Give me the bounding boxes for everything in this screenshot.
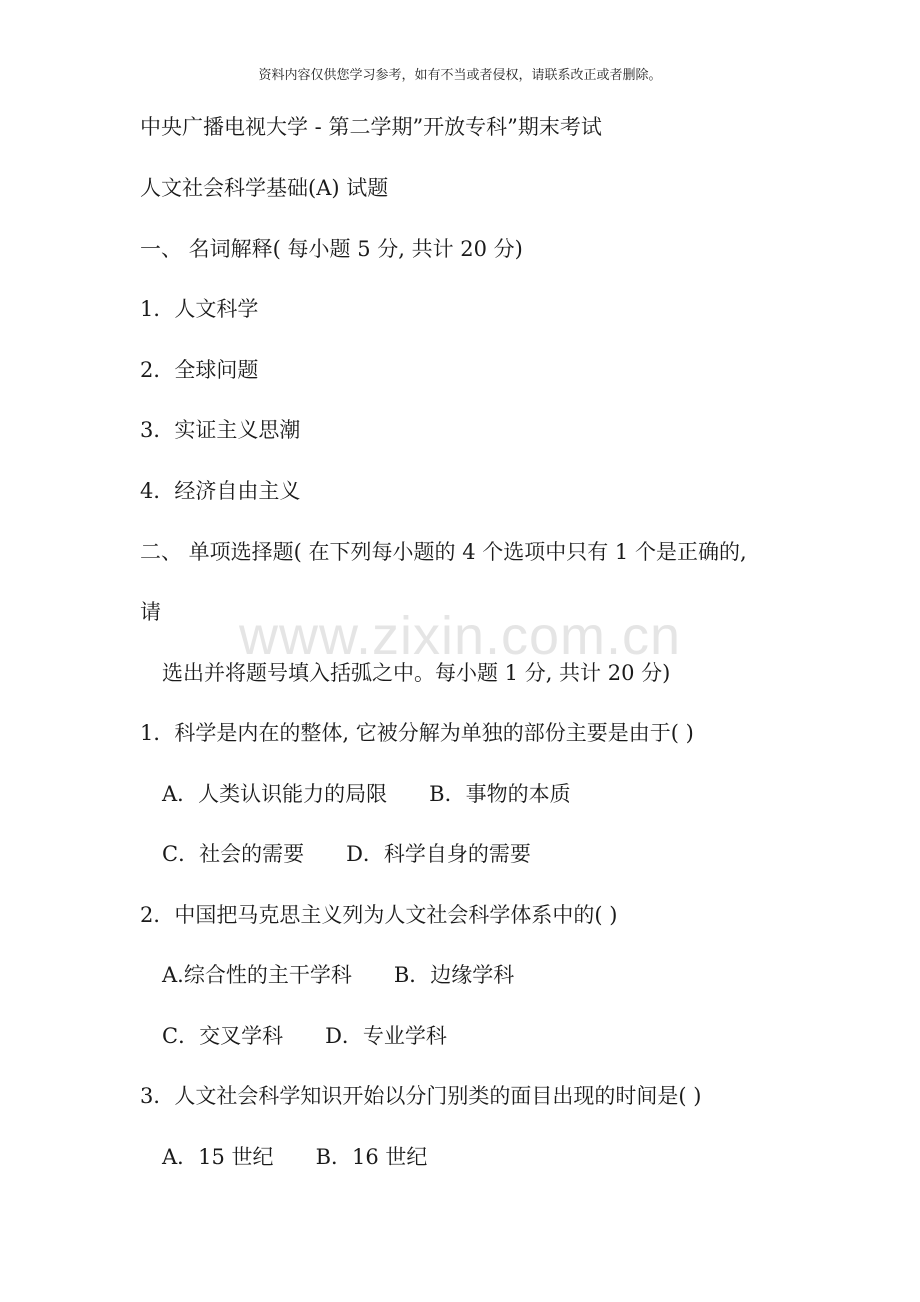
term-item: 4．经济自由主义 xyxy=(140,479,301,503)
section2-heading-cont: 请 xyxy=(140,600,161,624)
option: A．15 世纪 xyxy=(162,1145,274,1169)
option: C．社会的需要 xyxy=(162,842,305,866)
watermark: www.zixin.com.cn xyxy=(238,606,682,666)
option: B．边缘学科 xyxy=(393,963,515,987)
option: D．专业学科 xyxy=(325,1024,447,1048)
header-disclaimer: 资料内容仅供您学习参考，如有不当或者侵权，请联系改正或者删除。 xyxy=(258,68,662,83)
question-options-row xyxy=(162,1022,447,1050)
question-options-row xyxy=(162,780,571,808)
option: B．16 世纪 xyxy=(315,1145,428,1169)
term-item: 2．全球问题 xyxy=(140,358,259,382)
question-stem: 3．人文社会科学知识开始以分门别类的面目出现的时间是( ) xyxy=(140,1084,702,1108)
exam-subtitle: 人文社会科学基础(A) 试题 xyxy=(140,176,389,200)
section2-instructions: 选出并将题号填入括弧之中。每小题 1 分, 共计 20 分) xyxy=(162,661,671,685)
section1-heading: 一、 名词解释( 每小题 5 分, 共计 20 分) xyxy=(140,237,523,261)
question-options-row xyxy=(162,1143,427,1171)
term-item: 3．实证主义思潮 xyxy=(140,418,301,442)
option: D．科学自身的需要 xyxy=(346,842,531,866)
term-item: 1．人文科学 xyxy=(140,297,259,321)
option: A.综合性的主干学科 xyxy=(162,963,352,987)
option: A．人类认识能力的局限 xyxy=(162,782,388,806)
exam-title: 中央广播电视大学 - 第二学期”开放专科”期末考试 xyxy=(140,115,602,139)
question-stem: 2．中国把马克思主义列为人文社会科学体系中的( ) xyxy=(140,903,618,927)
question-options-row xyxy=(162,961,514,989)
option: B．事物的本质 xyxy=(429,782,571,806)
question-options-row xyxy=(162,840,531,868)
question-stem: 1．科学是内在的整体, 它被分解为单独的部份主要是由于( ) xyxy=(140,721,694,745)
section2-heading: 二、 单项选择题( 在下列每小题的 4 个选项中只有 1 个是正确的, xyxy=(140,540,747,564)
option: C．交叉学科 xyxy=(162,1024,284,1048)
